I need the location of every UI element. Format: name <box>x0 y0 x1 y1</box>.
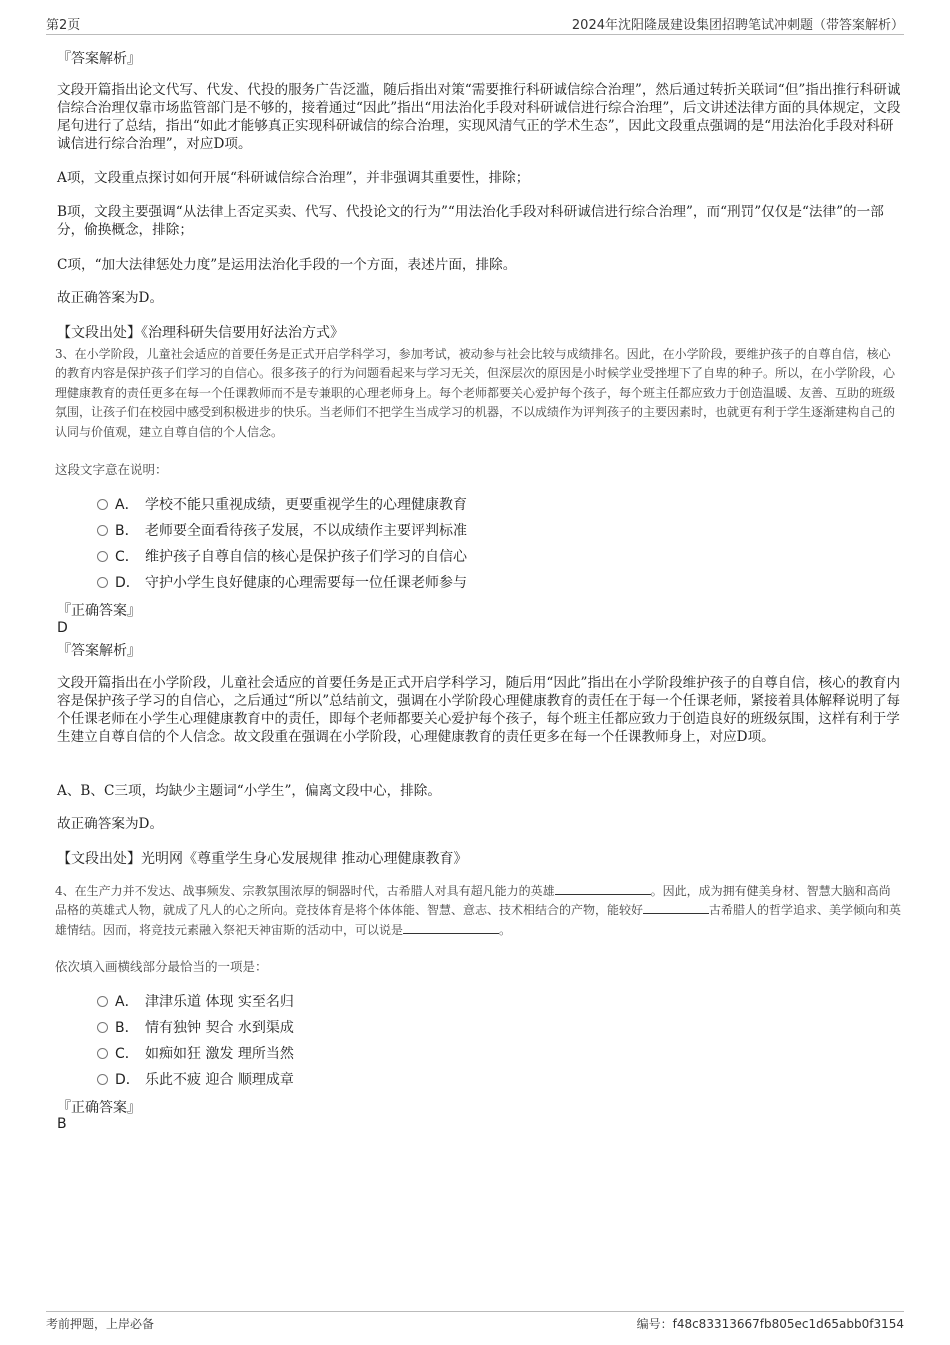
q2-option-b-analysis: B项，文段主要强调“从法律上否定买卖、代写、代投论文的行为”“用法治化手段对科研诚信进行综合治理”，而“刑罚”仅仅是“法律”的一部分，偷换概念，排除； <box>57 204 884 238</box>
q3-analysis-label: 『答案解析』 <box>57 643 141 659</box>
answer-blank-2 <box>643 901 709 914</box>
q3-question: 这段文字意在说明： <box>55 462 168 477</box>
q3-answer: D <box>57 620 68 636</box>
q2-analysis-text: 文段开篇指出论文代写、代发、代投的服务广告泛滥，随后指出对策“需要推行科研诚信综合治理”，然后通过转折关联词“但”指出推行科研诚信综合治理仅靠市场监管部门是不够的，接着通过“因此”指出“用法治化手段对科研诚信进行综合治理”，后文讲述法律方面的具体规定，文段尾句进行了总结，指出“如此才能够真正实现科研诚信的综合治理，实现风清气正的学术生态”，因此文段重点强调的是“用法治化手段对科研诚信进行综合治理”，对应D项。 <box>57 82 901 152</box>
q4-question: 依次填入画横线部分最恰当的一项是： <box>55 959 268 974</box>
page-footer <box>46 1311 904 1334</box>
document-title: 2024年沈阳隆晟建设集团招聘笔试冲刺题（带答案解析） <box>571 18 904 33</box>
q2-analysis-label: 『答案解析』 <box>57 51 141 67</box>
radio-icon[interactable] <box>97 499 108 510</box>
answer-blank-1 <box>555 882 651 895</box>
page-header <box>46 14 904 35</box>
page-number: 第2页 <box>46 18 81 33</box>
q2-option-a-analysis: A项，文段重点探讨如何开展“科研诚信综合治理”，并非强调其重要性，排除； <box>57 170 530 186</box>
radio-icon[interactable] <box>97 1074 108 1085</box>
q2-option-c-analysis: C项，“加大法律惩处力度”是运用法治化手段的一个方面，表述片面，排除。 <box>57 257 517 273</box>
answer-blank-3 <box>403 921 499 934</box>
q3-abc-analysis: A、B、C三项，均缺少主题词“小学生”，偏离文段中心，排除。 <box>57 783 441 799</box>
radio-icon[interactable] <box>97 1022 108 1033</box>
q3-analysis-text: 文段开篇指出在小学阶段，儿童社会适应的首要任务是正式开启学科学习，随后用“因此”指出在小学阶段维护孩子的自尊自信，核心的教育内容是保护孩子学习的自信心，之后通过“所以”总结前文，强调在小学阶段心理健康教育的责任在于每一个任课老师，紧接着具体解释说明了每个任课老师在小学生心理健康教育中的责任，即每个老师都要关心爱护每个孩子，每个班主任都应致力于创造良好的班级氛围，这样有利于学生建立自尊自信的个人信念。故文段重在强调在小学阶段，心理健康教育的责任更多在每一个任课教师身上，对应D项。 <box>57 675 901 745</box>
q4-stem: 4、在生产力并不发达、战事频发、宗教氛围浓厚的铜器时代，古希腊人对具有超凡能力的英雄 。因此，成为拥有健美身材、智慧大脑和高尚品格的英雄式人物，就成了凡人的心之所向。竞技体育是将个体体能、智慧、意志、技术相结合的产物，能较好 古希腊人的哲学追求、美学倾向和英雄情结。因而，将竞技元素融入祭祀天神宙斯的活动中，可以说是 。 <box>55 884 902 937</box>
q4-answer-label: 『正确答案』 <box>57 1100 141 1116</box>
document-code: 编号：f48c83313667fb805ec1d65abb0f3154 <box>636 1317 904 1331</box>
radio-icon[interactable] <box>97 525 108 536</box>
radio-icon[interactable] <box>97 1048 108 1059</box>
radio-icon[interactable] <box>97 577 108 588</box>
q3-conclusion: 故正确答案为D。 <box>57 816 164 832</box>
q3-source: 【文段出处】光明网《尊重学生身心发展规律 推动心理健康教育》 <box>57 851 468 867</box>
footer-slogan: 考前押题，上岸必备 <box>46 1317 155 1331</box>
q4-answer: B <box>57 1116 67 1132</box>
q3-stem: 3、在小学阶段，儿童社会适应的首要任务是正式开启学科学习，参加考试，被动参与社会比较与成绩排名。因此，在小学阶段，要维护孩子的自尊自信，核心的教育内容是保护孩子们学习的自信心。很多孩子的行为问题看起来与学习无关，但深层次的原因是小时候学业受挫埋下了自卑的种子。所以，在小学阶段，心理健康教育的责任更多在每一个任课教师而不是专兼职的心理老师身上。每个老师都要关心爱护每个孩子，每个班主任都应致力于创造温暖、友善、互助的班级氛围，让孩子们在校园中感受到积极进步的快乐。当老师们不把学生当成学习的机器，不以成绩作为评判孩子的主要因素时，也就更有利于学生逐渐建构自己的认同与价值观，建立自尊自信的个人信念。 <box>55 347 896 439</box>
q2-source: 【文段出处】《治理科研失信要用好法治方式》 <box>57 325 344 341</box>
radio-icon[interactable] <box>97 551 108 562</box>
radio-icon[interactable] <box>97 996 108 1007</box>
q2-conclusion: 故正确答案为D。 <box>57 290 164 306</box>
q3-answer-label: 『正确答案』 <box>57 603 141 619</box>
